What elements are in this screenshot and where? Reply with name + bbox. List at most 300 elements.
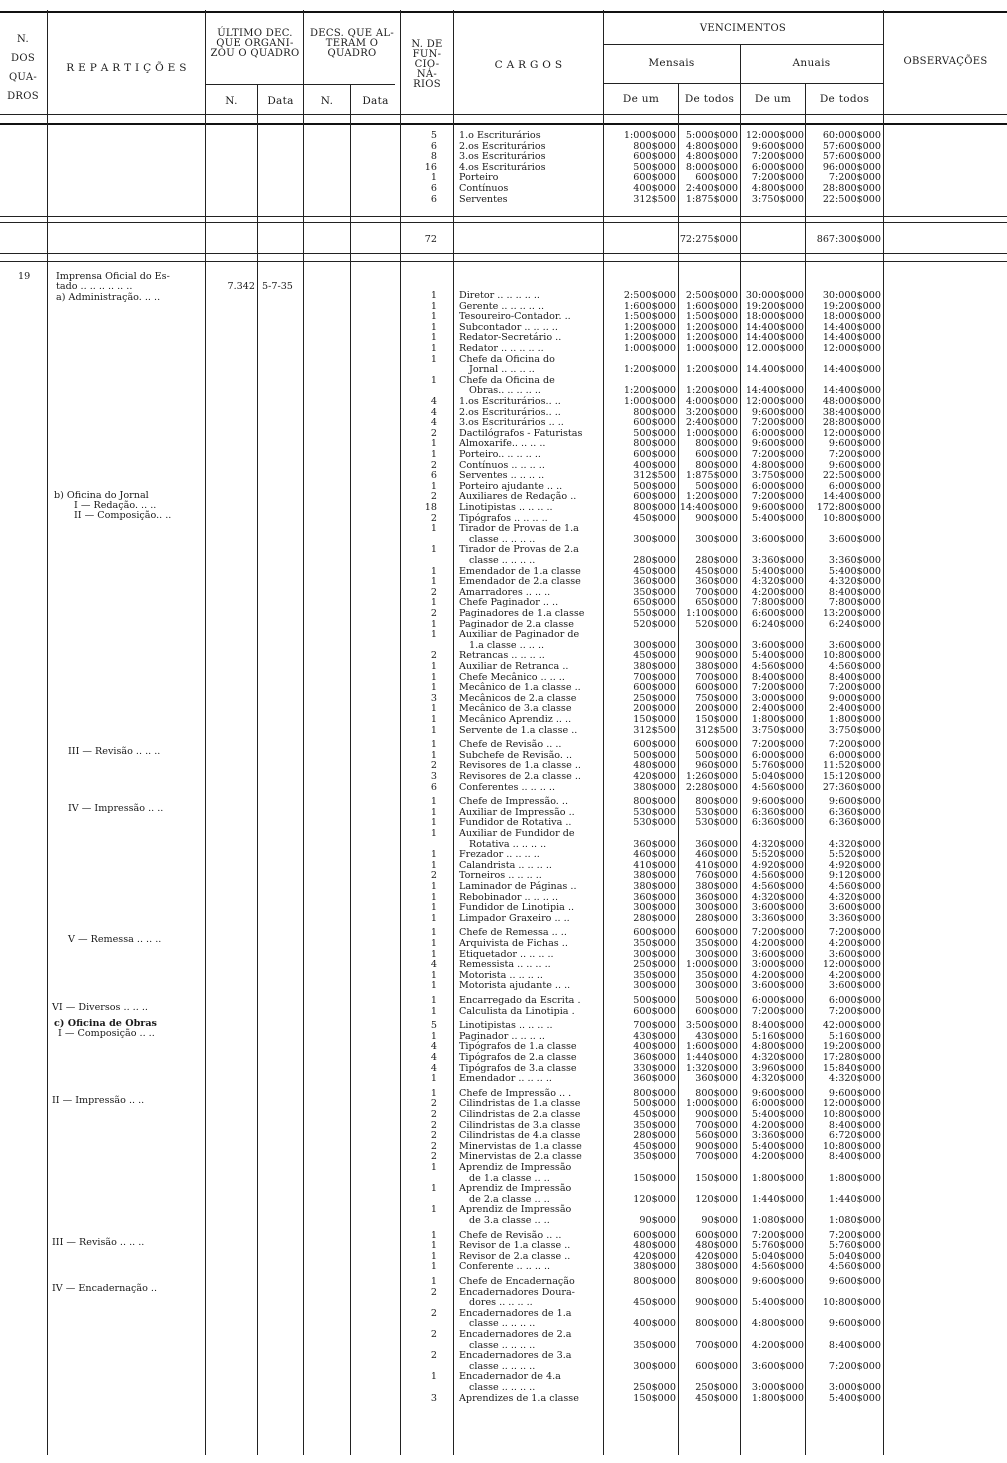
row-num-funcionarios: 1 [430, 172, 437, 184]
section-rule-3 [0, 253, 1007, 254]
row-num-funcionarios: 1 [430, 902, 437, 914]
row-mensal-de-um: 480$000 [633, 1240, 676, 1252]
row-mensal-de-um: 600$000 [633, 151, 676, 163]
row-anual-de-um: 5:040$000 [751, 1250, 804, 1262]
row-anual-de-todos: 3:600$000 [828, 639, 881, 651]
row-cargo: Tipógrafos de 2.a classe [459, 1052, 577, 1063]
row-mensal-de-um: 1:600$000 [623, 300, 676, 312]
row-anual-de-todos: 4:560$000 [828, 661, 881, 672]
row-cargo: Contínuos .. .. .. .. [459, 459, 545, 471]
row-anual-de-um: 9:600$000 [751, 1087, 804, 1099]
group-label: b) Oficina do Jornal [54, 490, 149, 502]
row-num-funcionarios: 1 [430, 980, 437, 992]
header-sub-de-um: De um [754, 93, 792, 105]
row-anual-de-um: 3:600$000 [751, 1360, 804, 1372]
row-mensal-de-todos: 410$000 [695, 859, 738, 871]
row-num-funcionarios: 1 [430, 576, 437, 588]
row-anual-de-todos: 9:600$000 [828, 459, 881, 471]
row-anual-de-um: 5:400$000 [751, 1109, 804, 1120]
row-num-funcionarios: 1 [430, 1183, 437, 1195]
row-anual-de-um: 6:360$000 [751, 817, 804, 829]
row-anual-de-um: 5:040$000 [751, 771, 804, 782]
row-cargo: Emendador de 1.a classe [459, 565, 581, 577]
row-anual-de-um: 1:800$000 [751, 1392, 804, 1404]
row-mensal-de-um: 600$000 [633, 449, 676, 460]
row-num-funcionarios: 6 [430, 140, 437, 152]
row-anual-de-um: 12:000$000 [745, 396, 804, 407]
row-mensal-de-todos: 600$000 [695, 682, 738, 694]
row-anual-de-todos: 172:800$000 [816, 502, 881, 513]
header-sub-de-um: De um [622, 93, 660, 105]
row-cargo: Aprendiz de Impressão [459, 1183, 572, 1195]
row-mensal-de-todos: 750$000 [695, 692, 738, 704]
row-cargo: Subcontador .. .. .. .. [459, 321, 558, 333]
row-anual-de-todos: 9:600$000 [828, 796, 881, 808]
row-mensal-de-um: 450$000 [633, 1140, 676, 1152]
row-mensal-de-todos: 900$000 [695, 1140, 738, 1152]
row-mensal-de-todos: 800$000 [695, 796, 738, 808]
row-anual-de-todos: 14:400$000 [822, 332, 881, 344]
header-text: DOS [11, 53, 35, 64]
header-text: NÁ- [416, 69, 438, 80]
row-anual-de-um: 7:200$000 [751, 927, 804, 939]
row-cargo: Chefe de Revisão .. .. [459, 1229, 562, 1241]
row-mensal-de-um: 500$000 [633, 161, 676, 173]
row-mensal-de-um: 1:000$000 [623, 343, 676, 354]
row-num-funcionarios: 5 [430, 1020, 437, 1032]
row-anual-de-todos: 5:400$000 [828, 565, 881, 577]
row-anual-de-um: 4:560$000 [751, 781, 804, 793]
row-mensal-de-um: 800$000 [633, 406, 676, 418]
row-num-funcionarios: 2 [430, 1140, 437, 1152]
row-anual-de-todos: 19:200$000 [822, 300, 881, 312]
row-cargo: Auxiliar de Fundidor de [459, 828, 575, 839]
row-num-funcionarios: 1 [430, 311, 437, 323]
row-anual-de-todos: 38:400$000 [822, 406, 881, 418]
row-num-funcionarios: 2 [430, 1130, 437, 1142]
row-mensal-de-todos: 380$000 [695, 1261, 738, 1273]
row-mensal-de-todos: 1:260$000 [685, 771, 738, 782]
row-anual-de-todos: 4:320$000 [828, 891, 881, 903]
row-anual-de-um: 7:200$000 [751, 151, 804, 163]
row-mensal-de-um: 550$000 [633, 608, 676, 619]
row-anual-de-um: 3:360$000 [751, 555, 804, 566]
row-anual-de-um: 7:200$000 [751, 1229, 804, 1241]
row-num-funcionarios: 4 [430, 1062, 437, 1074]
row-anual-de-todos: 4:560$000 [828, 1261, 881, 1273]
row-num-funcionarios: 1 [430, 849, 437, 861]
row-mensal-de-um: 312$500 [633, 724, 676, 736]
row-mensal-de-um: 800$000 [633, 140, 676, 152]
row-cargo: Redator .. .. .. .. .. [459, 343, 544, 354]
total-num-funcionarios: 72 [424, 234, 437, 245]
row-mensal-de-todos: 350$000 [695, 938, 738, 949]
row-num-funcionarios: 4 [430, 1041, 437, 1053]
row-anual-de-um: 9:600$000 [751, 438, 804, 450]
row-anual-de-um: 7:800$000 [751, 597, 804, 609]
row-cargo: Aprendiz de Impressão [459, 1204, 572, 1216]
row-anual-de-um: 6:000$000 [751, 995, 804, 1006]
row-cargo: Chefe de Revisão .. .. [459, 739, 562, 751]
row-mensal-de-um: 300$000 [633, 533, 676, 545]
row-cargo: dores .. .. .. .. [469, 1297, 533, 1309]
row-mensal-de-todos: 450$000 [695, 565, 738, 577]
row-cargo: Subchefe de Revisão. .. [459, 749, 573, 761]
row-mensal-de-um: 530$000 [633, 806, 676, 818]
row-num-funcionarios: 2 [430, 1151, 437, 1163]
row-mensal-de-um: 250$000 [633, 959, 676, 971]
row-anual-de-um: 19:200$000 [745, 300, 804, 312]
row-num-funcionarios: 1 [430, 629, 437, 641]
row-mensal-de-todos: 2:400$000 [685, 183, 738, 194]
row-cargo: classe .. .. .. .. [469, 1360, 536, 1372]
row-num-funcionarios: 1 [430, 724, 437, 736]
row-cargo: Torneiros .. .. .. .. [459, 870, 542, 882]
group-label: VI — Diversos .. .. .. [52, 1002, 148, 1013]
row-cargo: 3.os Escriturários [459, 151, 546, 163]
row-cargo: Minervistas de 1.a classe [459, 1140, 582, 1152]
row-anual-de-todos: 19:200$000 [822, 1041, 881, 1053]
group-label: I — Composição .. .. [58, 1028, 155, 1040]
row-cargo: de 2.a classe .. .. [469, 1193, 550, 1205]
row-mensal-de-todos: 3:200$000 [685, 406, 738, 418]
row-mensal-de-um: 600$000 [633, 682, 676, 694]
row-anual-de-todos: 48:000$000 [822, 396, 881, 407]
row-cargo: Auxiliares de Redação .. [459, 491, 577, 503]
row-mensal-de-um: 350$000 [633, 938, 676, 949]
header-vencimentos: VENCIMENTOS [699, 23, 787, 34]
row-anual-de-um: 6:240$000 [751, 618, 804, 630]
row-mensal-de-um: 350$000 [633, 1339, 676, 1351]
row-mensal-de-todos: 500$000 [695, 749, 738, 761]
row-mensal-de-todos: 150$000 [695, 714, 738, 725]
row-anual-de-todos: 14:400$000 [822, 364, 881, 376]
row-anual-de-todos: 14:400$000 [822, 491, 881, 503]
row-mensal-de-todos: 530$000 [695, 817, 738, 829]
row-mensal-de-todos: 520$000 [695, 618, 738, 630]
row-cargo: Revisores de 1.a classe .. [459, 760, 581, 772]
row-num-funcionarios: 1 [430, 796, 437, 808]
row-num-funcionarios: 6 [430, 193, 437, 205]
row-mensal-de-um: 600$000 [633, 172, 676, 184]
row-anual-de-um: 3:750$000 [751, 470, 804, 482]
row-num-funcionarios: 1 [430, 891, 437, 903]
row-mensal-de-um: 480$000 [633, 760, 676, 772]
row-mensal-de-todos: 800$000 [695, 1318, 738, 1330]
row-mensal-de-um: 2:500$000 [623, 290, 676, 301]
row-anual-de-um: 4:320$000 [751, 1052, 804, 1063]
row-num-funcionarios: 1 [430, 300, 437, 312]
row-mensal-de-um: 300$000 [633, 948, 676, 960]
top-rule [0, 11, 1007, 13]
row-anual-de-um: 6:600$000 [751, 608, 804, 619]
row-anual-de-todos: 28:800$000 [822, 417, 881, 429]
header-text: DROS [7, 91, 39, 102]
row-anual-de-um: 4:200$000 [751, 938, 804, 949]
row-cargo: Motorista .. .. .. .. [459, 969, 543, 981]
row-cargo: Aprendiz de Impressão [459, 1162, 572, 1173]
row-cargo: Calculista da Linotipia . [459, 1005, 575, 1017]
row-mensal-de-todos: 600$000 [695, 739, 738, 751]
row-num-funcionarios: 1 [430, 374, 437, 386]
row-cargo: Laminador de Páginas .. [459, 881, 577, 892]
row-anual-de-todos: 8:400$000 [828, 671, 881, 683]
row-cargo: Tirador de Provas de 1.a [459, 523, 579, 535]
row-mensal-de-todos: 300$000 [695, 533, 738, 545]
row-mensal-de-um: 500$000 [633, 480, 676, 492]
row-cargo: Cilindristas de 2.a classe [459, 1109, 581, 1120]
row-mensal-de-todos: 420$000 [695, 1250, 738, 1262]
row-mensal-de-um: 300$000 [633, 639, 676, 651]
row-cargo: de 3.a classe .. .. [469, 1215, 550, 1226]
row-anual-de-um: 4:200$000 [751, 1339, 804, 1351]
row-num-funcionarios: 1 [430, 1005, 437, 1017]
quadro-number: 19 [18, 271, 31, 282]
row-anual-de-um: 3:600$000 [751, 533, 804, 545]
row-num-funcionarios: 2 [430, 427, 437, 439]
header-sub-de-todos: De todos [684, 93, 735, 105]
row-num-funcionarios: 1 [430, 703, 437, 715]
row-cargo: Chefe de Remessa .. .. [459, 927, 567, 939]
row-num-funcionarios: 1 [430, 912, 437, 924]
row-cargo: 2.os Escriturários.. .. [459, 406, 561, 418]
header-text: QUA- [8, 72, 38, 83]
row-anual-de-todos: 6:240$000 [828, 618, 881, 630]
row-num-funcionarios: 1 [430, 565, 437, 577]
row-cargo: classe .. .. .. .. [469, 1318, 536, 1330]
row-anual-de-todos: 10:800$000 [822, 650, 881, 662]
row-anual-de-um: 9:600$000 [751, 796, 804, 808]
row-num-funcionarios: 2 [430, 512, 437, 524]
row-mensal-de-todos: 600$000 [695, 172, 738, 184]
row-anual-de-um: 7:200$000 [751, 491, 804, 503]
row-anual-de-um: 7:200$000 [751, 449, 804, 460]
row-anual-de-todos: 10:800$000 [822, 512, 881, 524]
row-cargo: Porteiro.. .. .. .. .. [459, 449, 541, 460]
section-rule-2 [0, 222, 1007, 223]
row-num-funcionarios: 1 [430, 1204, 437, 1216]
row-mensal-de-um: 280$000 [633, 912, 676, 924]
row-mensal-de-um: 380$000 [633, 870, 676, 882]
row-mensal-de-todos: 360$000 [695, 891, 738, 903]
row-mensal-de-todos: 280$000 [695, 912, 738, 924]
row-mensal-de-um: 300$000 [633, 1360, 676, 1372]
row-anual-de-todos: 4:200$000 [828, 938, 881, 949]
row-anual-de-todos: 4:560$000 [828, 881, 881, 892]
row-mensal-de-um: 350$000 [633, 1119, 676, 1131]
row-mensal-de-um: 600$000 [633, 739, 676, 751]
row-mensal-de-um: 360$000 [633, 891, 676, 903]
row-num-funcionarios: 1 [430, 828, 437, 839]
row-cargo: Redator-Secretário .. [459, 332, 562, 344]
row-num-funcionarios: 1 [430, 969, 437, 981]
row-num-funcionarios: 1 [430, 1073, 437, 1085]
row-anual-de-um: 5:760$000 [751, 1240, 804, 1252]
row-anual-de-todos: 7:200$000 [828, 449, 881, 460]
row-cargo: Serventes .. .. .. .. [459, 470, 545, 482]
row-anual-de-um: 4:320$000 [751, 838, 804, 850]
row-anual-de-um: 5:760$000 [751, 760, 804, 772]
col-rule [303, 10, 304, 1455]
row-anual-de-todos: 6:360$000 [828, 817, 881, 829]
row-mensal-de-todos: 700$000 [695, 586, 738, 598]
row-anual-de-todos: 3:600$000 [828, 948, 881, 960]
row-cargo: Arquivista de Fichas .. [459, 938, 568, 949]
row-num-funcionarios: 2 [430, 586, 437, 598]
row-anual-de-um: 5:520$000 [751, 849, 804, 861]
row-anual-de-todos: 28:800$000 [822, 183, 881, 194]
header-n-funcionarios [401, 40, 453, 90]
row-mensal-de-todos: 1:200$000 [685, 332, 738, 344]
row-cargo: Auxiliar de Impressão .. [459, 806, 575, 818]
row-anual-de-um: 8:400$000 [751, 671, 804, 683]
row-mensal-de-um: 800$000 [633, 438, 676, 450]
row-anual-de-todos: 9:600$000 [828, 1276, 881, 1287]
row-num-funcionarios: 1 [430, 1371, 437, 1383]
row-num-funcionarios: 2 [430, 459, 437, 471]
row-num-funcionarios: 4 [430, 396, 437, 407]
row-anual-de-um: 4:920$000 [751, 859, 804, 871]
row-anual-de-um: 4:800$000 [751, 459, 804, 471]
row-anual-de-um: 5:160$000 [751, 1030, 804, 1042]
row-num-funcionarios: 1 [430, 995, 437, 1006]
row-mensal-de-um: 650$000 [633, 597, 676, 609]
row-anual-de-um: 4:320$000 [751, 891, 804, 903]
header-sub-data: Data [362, 95, 389, 107]
row-mensal-de-todos: 4:800$000 [685, 140, 738, 152]
row-num-funcionarios: 2 [430, 1350, 437, 1362]
row-cargo: Revisor de 2.a classe .. [459, 1250, 571, 1262]
row-mensal-de-todos: 480$000 [695, 1240, 738, 1252]
reparticao-title: Imprensa Oficial do Es- [56, 271, 170, 282]
row-mensal-de-um: 500$000 [633, 427, 676, 439]
row-num-funcionarios: 1 [430, 1030, 437, 1042]
row-anual-de-todos: 11:520$000 [822, 760, 881, 772]
row-anual-de-um: 3:600$000 [751, 639, 804, 651]
row-num-funcionarios: 3 [430, 692, 437, 704]
row-anual-de-todos: 96:000$000 [822, 161, 881, 173]
row-mensal-de-todos: 600$000 [695, 1229, 738, 1241]
row-cargo: de 1.a classe .. .. [469, 1172, 550, 1184]
row-cargo: Chefe de Encadernação [459, 1276, 575, 1287]
row-anual-de-todos: 14:400$000 [822, 385, 881, 397]
row-cargo: classe .. .. .. .. [469, 1339, 536, 1351]
row-mensal-de-um: 800$000 [633, 796, 676, 808]
row-anual-de-todos: 7:200$000 [828, 172, 881, 184]
row-cargo: classe .. .. .. .. [469, 533, 536, 545]
row-mensal-de-um: 420$000 [633, 771, 676, 782]
row-num-funcionarios: 1 [430, 714, 437, 725]
row-anual-de-um: 6:000$000 [751, 1098, 804, 1110]
row-num-funcionarios: 2 [430, 1307, 437, 1319]
row-anual-de-um: 7:200$000 [751, 682, 804, 694]
header-sub-n: N. [320, 95, 334, 107]
header-text: CIO- [414, 59, 440, 70]
row-anual-de-um: 5:400$000 [751, 1297, 804, 1309]
row-mensal-de-todos: 380$000 [695, 881, 738, 892]
row-mensal-de-todos: 350$000 [695, 969, 738, 981]
row-mensal-de-todos: 800$000 [695, 438, 738, 450]
row-num-funcionarios: 1 [430, 749, 437, 761]
row-mensal-de-um: 1:200$000 [623, 332, 676, 344]
header-reparticoes: R E P A R T I Ç Õ E S [66, 62, 187, 74]
row-mensal-de-um: 1:500$000 [623, 311, 676, 323]
row-cargo: Encadernadores Doura- [459, 1286, 575, 1298]
row-anual-de-um: 7:200$000 [751, 739, 804, 751]
row-mensal-de-um: 500$000 [633, 995, 676, 1006]
row-mensal-de-um: 700$000 [633, 1020, 676, 1032]
row-anual-de-um: 4:200$000 [751, 1151, 804, 1163]
row-anual-de-todos: 5:520$000 [828, 849, 881, 861]
row-cargo: Amarradores .. .. .. [459, 586, 551, 598]
row-anual-de-um: 12:000$000 [745, 130, 804, 141]
row-mensal-de-um: 800$000 [633, 502, 676, 513]
row-mensal-de-todos: 1:440$000 [685, 1052, 738, 1063]
row-anual-de-todos: 7:200$000 [828, 1360, 881, 1372]
row-mensal-de-um: 420$000 [633, 1250, 676, 1262]
row-anual-de-todos: 3:360$000 [828, 555, 881, 566]
row-cargo: Cilindristas de 4.a classe [459, 1130, 581, 1142]
row-mensal-de-todos: 1:875$000 [685, 470, 738, 482]
row-mensal-de-todos: 1:200$000 [685, 321, 738, 333]
row-anual-de-todos: 7:200$000 [828, 682, 881, 694]
row-mensal-de-um: 150$000 [633, 714, 676, 725]
row-anual-de-todos: 8:400$000 [828, 1151, 881, 1163]
row-mensal-de-todos: 380$000 [695, 661, 738, 672]
row-mensal-de-todos: 500$000 [695, 995, 738, 1006]
col-rule [257, 84, 258, 1455]
row-num-funcionarios: 1 [430, 353, 437, 365]
header-text: N. [17, 34, 29, 45]
row-cargo: Calandrista .. .. .. .. [459, 859, 552, 871]
row-mensal-de-um: 1:000$000 [623, 130, 676, 141]
header-anuais: Anuais [792, 57, 831, 69]
row-anual-de-todos: 6:000$000 [828, 995, 881, 1006]
header-rule-vencimentos [603, 44, 883, 45]
decree-number: 7.342 [227, 281, 255, 292]
row-cargo: Chefe Mecânico .. .. .. [459, 671, 565, 683]
row-num-funcionarios: 2 [430, 1286, 437, 1298]
row-anual-de-todos: 57:600$000 [822, 140, 881, 152]
row-mensal-de-todos: 800$000 [695, 459, 738, 471]
row-anual-de-um: 3:000$000 [751, 1382, 804, 1393]
row-anual-de-todos: 22:500$000 [822, 193, 881, 205]
row-num-funcionarios: 1 [430, 1261, 437, 1273]
row-anual-de-um: 3:360$000 [751, 1130, 804, 1142]
row-cargo: 1.o Escriturários [459, 130, 541, 141]
row-mensal-de-todos: 760$000 [695, 870, 738, 882]
row-cargo: Revisores de 2.a classe .. [459, 771, 581, 782]
row-mensal-de-todos: 360$000 [695, 1073, 738, 1085]
row-anual-de-todos: 4:200$000 [828, 969, 881, 981]
row-mensal-de-um: 430$000 [633, 1030, 676, 1042]
group-label: I — Redação. .. .. [74, 500, 157, 512]
row-cargo: Chefe da Oficina de [459, 374, 555, 386]
row-mensal-de-todos: 960$000 [695, 760, 738, 772]
row-mensal-de-todos: 900$000 [695, 512, 738, 524]
row-anual-de-todos: 6:000$000 [828, 480, 881, 492]
row-anual-de-um: 14:400$000 [745, 385, 804, 397]
row-mensal-de-todos: 3:500$000 [685, 1020, 738, 1032]
row-num-funcionarios: 1 [430, 1087, 437, 1099]
decree-date: 5-7-35 [262, 281, 293, 292]
row-cargo: Rebobinador .. .. .. .. [459, 891, 559, 903]
row-mensal-de-um: 312$500 [633, 193, 676, 205]
row-num-funcionarios: 4 [430, 406, 437, 418]
row-anual-de-todos: 10:800$000 [822, 1297, 881, 1309]
row-num-funcionarios: 1 [430, 321, 437, 333]
row-num-funcionarios: 1 [430, 1162, 437, 1173]
